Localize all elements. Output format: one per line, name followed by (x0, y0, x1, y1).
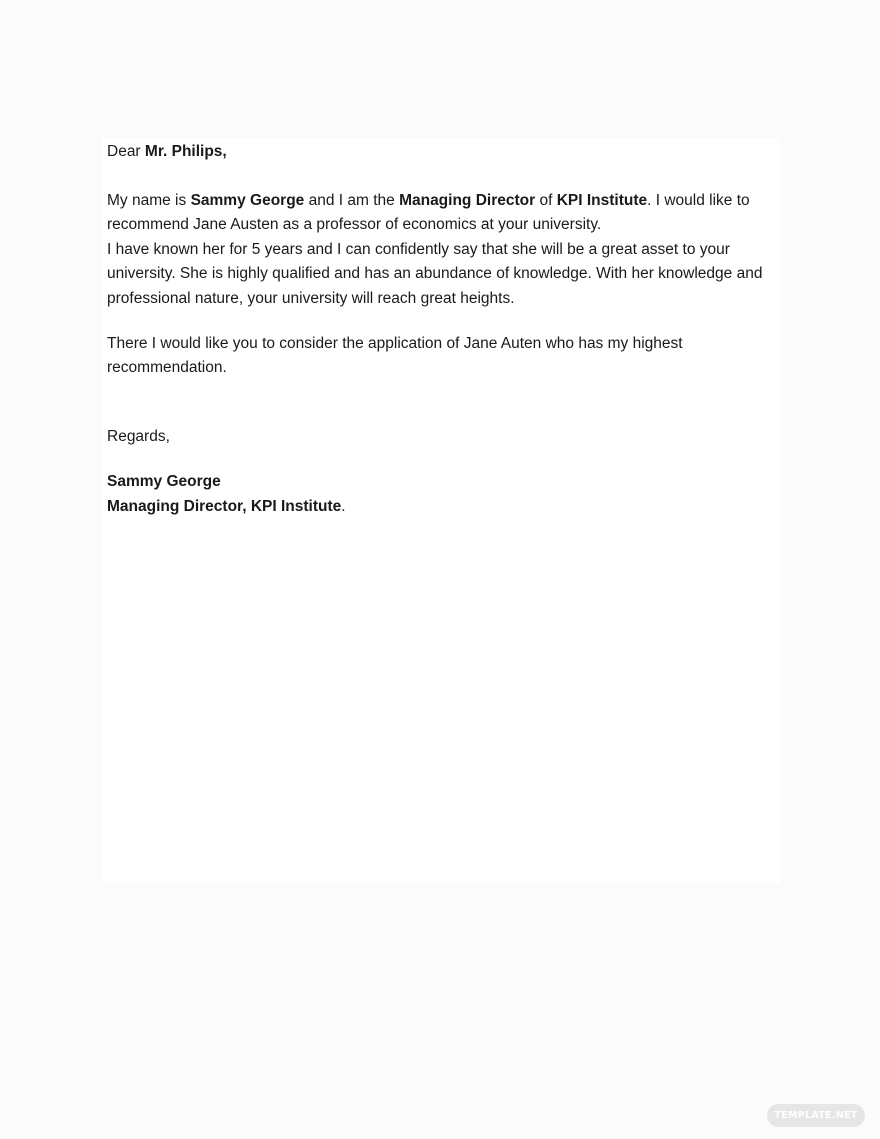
intro-text-4: . I would like to recommend Jane Austen as a professor of economics at your university. (107, 191, 750, 233)
closing: Regards, (107, 428, 170, 445)
recommendation-paragraph: There I would like you to consider the application of Jane Auten who has my highest recommendation. (107, 334, 683, 376)
signature-name: Sammy George (107, 473, 221, 490)
recipient-name: Mr. Philips, (144, 143, 227, 160)
sender-title-bold: Managing Director (399, 191, 536, 209)
salutation (107, 140, 772, 165)
signature-suffix: . (341, 497, 346, 515)
salutation-prefix: Dear (107, 143, 145, 160)
intro-text-2: and I am the (304, 191, 400, 209)
signature-title: Managing Director, KPI Institute (107, 497, 342, 515)
sender-name-bold: Sammy George (190, 191, 305, 209)
intro-text-1: My name is (107, 191, 191, 209)
organization-bold: KPI Institute (556, 191, 648, 209)
intro-text-3: of (535, 191, 557, 209)
signature-block (107, 470, 772, 519)
intro-text-5: I have known her for 5 years and I can confidently say that she will be a great asset to your university. She is highly qualified and has an abundance of knowledge. With her knowledge and professional nature, your university will reach great heights. (107, 240, 763, 307)
template-net-watermark: TEMPLATE.NET (767, 1104, 865, 1127)
recommendation-letter (107, 140, 772, 519)
introduction-paragraph (107, 189, 772, 312)
